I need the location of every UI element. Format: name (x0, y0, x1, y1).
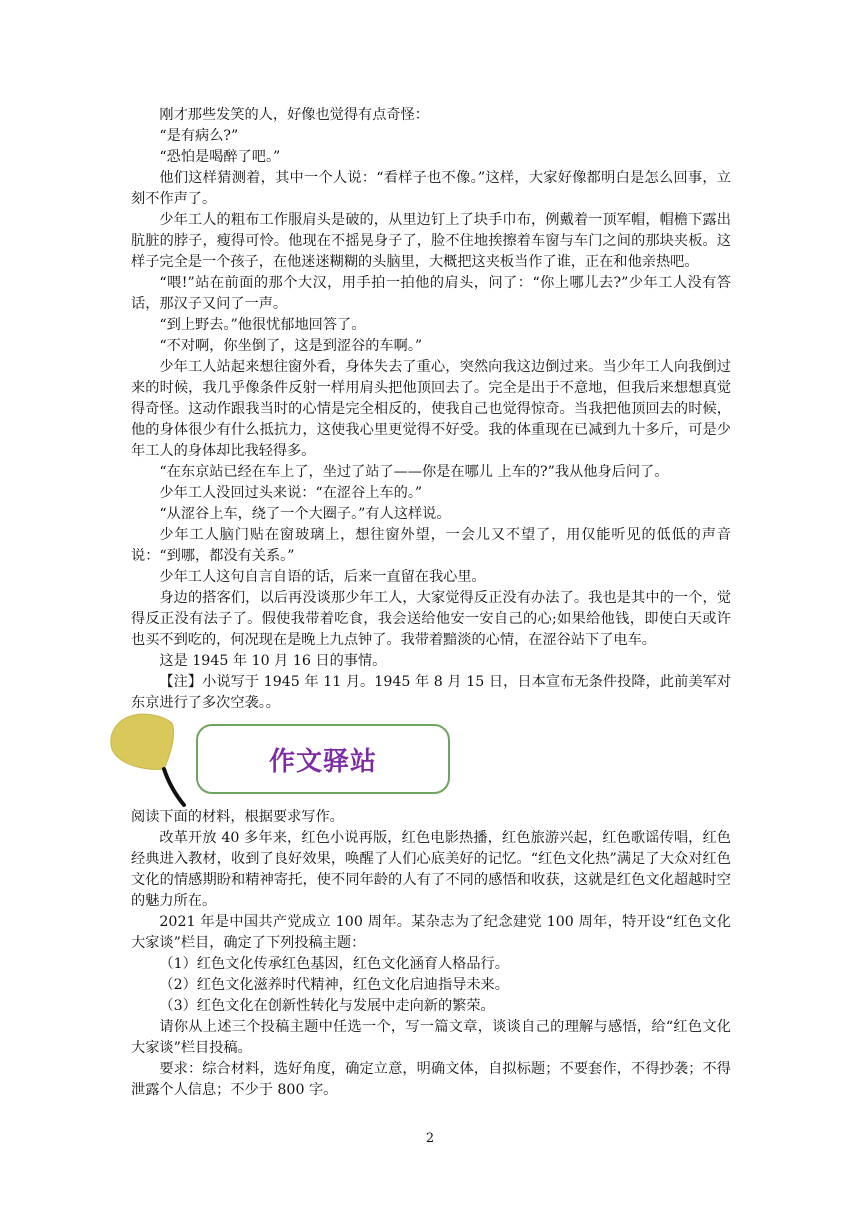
story-paragraph: “喂!”站在前面的那个大汉，用手拍一拍他的肩头，问了：“你上哪儿去?”少年工人没有答话，那汉子又问了一声。 (131, 275, 731, 312)
essay-topic: （1）红色文化传承红色基因，红色文化涵育人格品行。 (159, 956, 509, 972)
story-paragraph: “恐怕是喝醉了吧。” (159, 149, 281, 165)
story-paragraph: “在东京站已经在车上了，坐过了站了——你是在哪儿 上车的?”我从他身后问了。 (159, 464, 669, 480)
section-banner (196, 724, 450, 794)
essay-prompt (131, 807, 731, 1101)
essay-paragraph: 改革开放 40 多年来，红色小说再版，红色电影热播，红色旅游兴起，红色歌谣传唱，红色经典进入教材，收到了良好效果，唤醒了人们心底美好的记忆。“红色文化热”满足了大众对红色文化的情感期盼和精神寄托，使不同年龄的人有了不同的感悟和收获，这就是红色文化超越时空的魅力所在。 (131, 830, 731, 909)
story-paragraph: “从涩谷上车，绕了一个大圈子。”有人这样说。 (159, 506, 451, 522)
essay-paragraph: 请你从上述三个投稿主题中任选一个，写一篇文章，谈谈自己的理解与感悟，给“红色文化大家谈”栏目投稿。 (131, 1019, 731, 1056)
ginkgo-leaf-icon (106, 709, 202, 809)
essay-topic: （3）红色文化在创新性转化与发展中走向新的繁荣。 (159, 998, 495, 1014)
story-paragraph: 身边的搭客们，以后再没谈那少年工人，大家觉得反正没有办法了。我也是其中的一个，觉得反正没有法子了。假使我带着吃食，我会送给他安一安自己的心;如果给他钱，即使白天或许也买不到吃的，何况现在是晚上九点钟了。我带着黯淡的心情，在涩谷站下了电车。 (131, 590, 731, 648)
story-paragraph: 少年工人这句自言自语的话，后来一直留在我心里。 (159, 569, 486, 585)
story-note: 【注】小说写于 1945 年 11 月。1945 年 8 月 15 日，日本宣布无条件投降，此前美军对东京进行了多次空袭。。 (131, 674, 731, 711)
story-paragraph: “不对啊，你坐倒了，这是到涩谷的车啊。” (159, 338, 423, 354)
banner-title: 作文驿站 (268, 746, 377, 777)
page-number: 2 (425, 1131, 435, 1146)
essay-paragraph: 2021 年是中国共产党成立 100 周年。某杂志为了纪念建党 100 周年，特开设“红色文化大家谈”栏目，确定了下列投稿主题： (131, 914, 731, 951)
story-paragraph: “到上野去。”他很忧郁地回答了。 (159, 317, 366, 333)
story-paragraph: 这是 1945 年 10 月 16 日的事情。 (159, 653, 387, 669)
story-paragraph: 少年工人没回过头来说：“在涩谷上车的。” (159, 485, 423, 501)
story-paragraph: 少年工人的粗布工作服肩头是破的，从里边钉上了块手巾布，例戴着一顶军帽，帽檐下露出肮脏的脖子，瘦得可怜。他现在不摇晃身子了，脸不住地挨擦着车窗与车门之间的那块夹板。这样子完全是一个孩子，在他迷迷糊糊的头脑里，大概把这夹板当作了谁，正在和他亲热吧。 (131, 212, 731, 270)
story-paragraph: 少年工人脑门贴在窗玻璃上，想往窗外望，一会儿又不望了，用仅能听见的低低的声音说：“到哪，都没有关系。” (131, 527, 731, 564)
essay-requirements: 要求：综合材料，选好角度，确定立意，明确文体，自拟标题；不要套作，不得抄袭；不得泄露个人信息；不少于 800 字。 (131, 1061, 731, 1098)
essay-topic: （2）红色文化滋养时代精神，红色文化启迪指导未来。 (159, 977, 509, 993)
story-paragraph: 他们这样猜测着，其中一个人说：“看样子也不像。”这样，大家好像都明白是怎么回事，立刻不作声了。 (131, 170, 731, 207)
story-paragraph: 刚才那些发笑的人，好像也觉得有点奇怪： (159, 107, 429, 123)
story-paragraph: “是有病么?” (159, 128, 239, 144)
essay-intro: 阅读下面的材料，根据要求写作。 (131, 809, 344, 825)
story-text (131, 105, 731, 714)
story-paragraph: 少年工人站起来想往窗外看，身体失去了重心，突然向我这边倒过来。当少年工人向我倒过来的时候，我几乎像条件反射一样用肩头把他顶回去了。完全是出于不意地，但我后来想想真觉得奇怪。这动作跟我当时的心情是完全相反的，使我自己也觉得惊奇。当我把他顶回去的时候，他的身体很少有什么抵抗力，这使我心里更觉得不好受。我的体重现在已减到九十多斤，可是少年工人的身体却比我轻得多。 (131, 359, 731, 459)
